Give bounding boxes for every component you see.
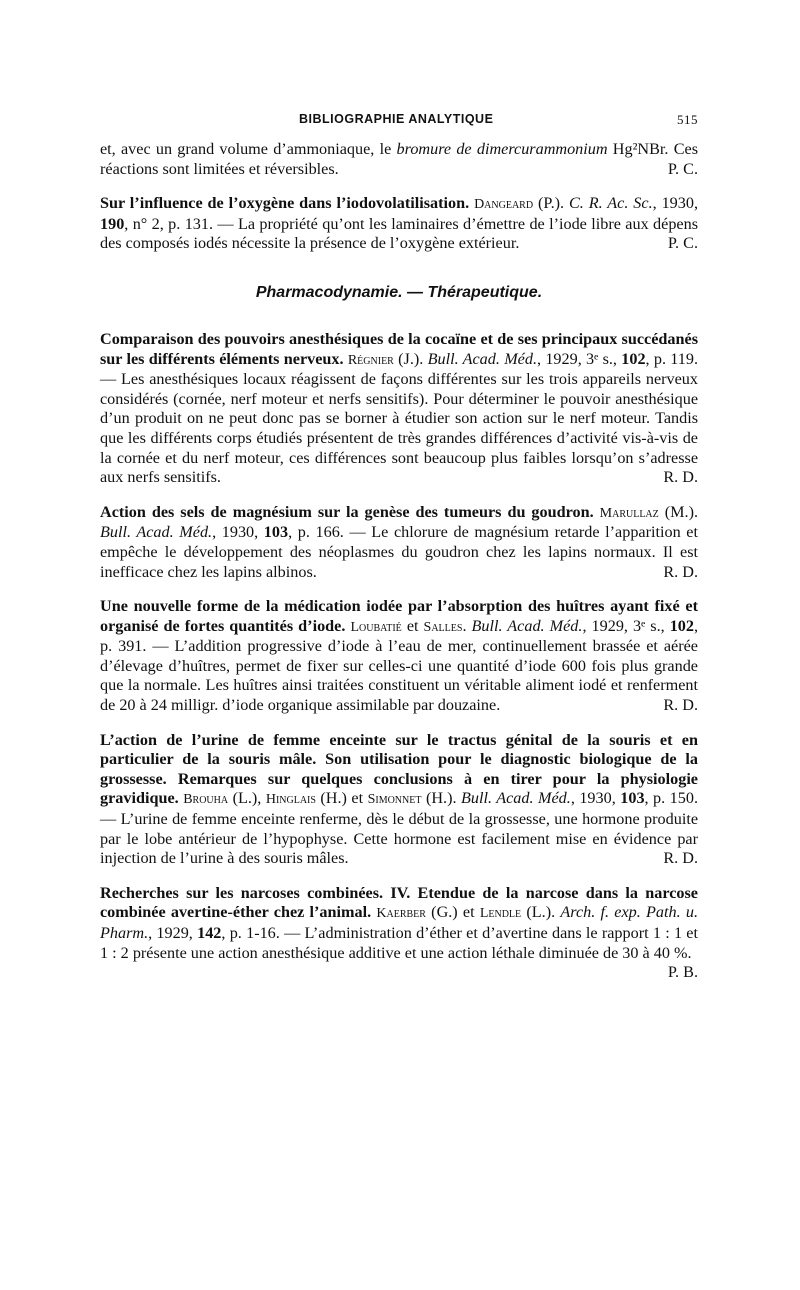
volume: 102 xyxy=(621,349,646,368)
text: , 1929, xyxy=(148,924,198,942)
author: Régnier xyxy=(347,352,394,368)
volume: 103 xyxy=(620,789,645,808)
author: Simonnet xyxy=(367,792,422,808)
text: Hg²NBr. Ces réactions sont limitées et réversibles. xyxy=(100,140,698,178)
entry-title: Recherches sur les narcoses combinées. IV. Etendue de la narcose dans la narcose combinée avertine-éther chez l’animal. xyxy=(100,883,698,922)
author: Salles xyxy=(423,619,463,635)
text: , 1930, xyxy=(212,523,264,542)
journal: Bull. Acad. Méd. xyxy=(427,349,538,368)
author: Loubatié xyxy=(350,619,402,635)
abstract: , p. 119. — Les anesthésiques locaux réagissent de façons différentes sur les trois appareils nerveux considérés (cornée, nerf moteur et nerfs sensitifs). Pour déterminer le pouvoir anesthésique d’un produit on ne peut donc pas se borner à étudier son action sur le nerf moteur. Tandis que les différents corps étudiés présentent de très grandes différences d’activité vis-à-vis de la cornée et du nerf moteur, ces différences sont beaucoup plus faibles lorsqu’on s’adresse aux nerfs sensitifs. xyxy=(100,349,699,487)
entry-title: Comparaison des pouvoirs anesthésiques de la cocaïne et de ses principaux succédanés sur les différents éléments nerveux. xyxy=(100,329,698,368)
entry-huitres xyxy=(100,597,698,716)
abstract: , p. 166. — Le chlorure de magnésium retarde l’apparition et empêche le développement des néoplasmes du goudron chez les lapins normaux. Il est inefficace chez les lapins albinos. xyxy=(100,523,698,581)
entry-title: Action des sels de magnésium sur la genèse des tumeurs du goudron. xyxy=(100,502,594,521)
journal: Bull. Acad. Méd. xyxy=(461,789,571,808)
author: Marullaz xyxy=(599,505,659,521)
text: (L.), xyxy=(228,789,266,808)
signature: R. D. xyxy=(663,849,698,868)
text: et xyxy=(401,616,424,635)
entry-title: Une nouvelle forme de la médication iodée par l’absorption des huîtres ayant fixé et organisé de fortes quantités d’iode. xyxy=(100,597,698,635)
running-header xyxy=(100,112,698,134)
page-number: 515 xyxy=(677,112,698,127)
text: , 1929, 3ᵉ s., xyxy=(537,349,622,368)
text: . xyxy=(462,616,472,635)
signature: R. D. xyxy=(663,696,698,715)
entry-title: L’action de l’urine de femme enceinte sur le tractus génital de la souris et en particulier de la souris mâle. Son utilisation pour le diagnostic biologique de la grossesse. Remarques sur quelques conclusions à en tirer pour la physiologie gravidique. xyxy=(100,730,698,808)
header-title: BIBLIOGRAPHIE ANALYTIQUE xyxy=(299,112,494,126)
author: Kaerber xyxy=(376,906,426,922)
entry-cocaine xyxy=(100,330,698,488)
volume: 103 xyxy=(263,523,289,542)
entry-continuation xyxy=(100,140,698,179)
text: (M.). xyxy=(658,502,699,521)
entry-iodovolatilisation xyxy=(100,194,698,254)
text: (H.). xyxy=(421,789,461,808)
abstract: , p. 391. — L’addition progressive d’iode à l’eau de mer, continuellement brassée et aérée d’élevage d’huîtres, permet de fixer sur celles-ci une quantité d’iode 600 fois plus grande que la normale. Les huîtres ainsi traitées constituent un véritable aliment iodé et renferment de 20 à 24 milligr. d’iode organique assimilable par douzaine. xyxy=(100,616,699,715)
signature: P. B. xyxy=(667,963,698,982)
author: Hinglais xyxy=(265,792,316,808)
text: , 1930, xyxy=(570,789,621,808)
author: Brouha xyxy=(183,792,229,808)
entry-urine xyxy=(100,731,698,869)
journal: Bull. Acad. Méd. xyxy=(471,616,583,635)
text: (H.) et xyxy=(315,789,368,808)
page xyxy=(100,112,698,983)
entry-narcoses xyxy=(100,883,699,982)
signature: P. C. xyxy=(667,159,698,178)
text: (L.). xyxy=(521,903,561,922)
abstract: , p. 1-16. — L’administration d’éther et d’avertine dans le rapport 1 : 1 et 1 : 2 présente une action anesthésique additive et une action léthale diminuée de 30 à 40 %. xyxy=(100,924,698,962)
author: Dangeard xyxy=(474,197,534,213)
abstract: , p. 150. — L’urine de femme enceinte renferme, dès le début de la grossesse, une hormone produite par le lobe antérieur de l’hypophyse. Cette hormone est facilement mise en évidence par injection de l’urine à des souris mâles. xyxy=(100,789,699,868)
volume: 102 xyxy=(669,616,694,635)
volume: 190 xyxy=(100,214,125,233)
author: Lendle xyxy=(479,906,522,922)
signature: R. D. xyxy=(663,468,698,487)
signature: R. D. xyxy=(663,562,698,581)
compound-name: bromure de dimercurammonium xyxy=(396,140,608,158)
section-heading: Pharmacodynamie. — Thérapeutique. xyxy=(255,283,543,301)
entry-magnesium xyxy=(100,503,698,582)
journal: Bull. Acad. Méd. xyxy=(100,523,213,542)
volume: 142 xyxy=(197,924,222,942)
text: (J.). xyxy=(393,349,428,368)
entry-title: Sur l’influence de l’oxygène dans l’iodovolatilisation. xyxy=(100,194,470,213)
journal: C. R. Ac. Sc. xyxy=(568,194,653,213)
text: et, avec un grand volume d’ammoniaque, le xyxy=(100,140,397,158)
journal: Arch. f. exp. Path. u. Pharm. xyxy=(100,903,699,942)
abstract: , n° 2, p. 131. — La propriété qu’ont les laminaires d’émettre de l’iode libre aux dépens des composés iodés nécessite la présence de l’oxygène extérieur. xyxy=(100,214,698,253)
text: (G.) et xyxy=(425,903,480,922)
text: , 1929, 3ᵉ s., xyxy=(582,616,670,635)
text: , 1930, xyxy=(652,194,698,213)
signature: P. C. xyxy=(667,234,698,253)
text: (P.). xyxy=(533,194,569,213)
